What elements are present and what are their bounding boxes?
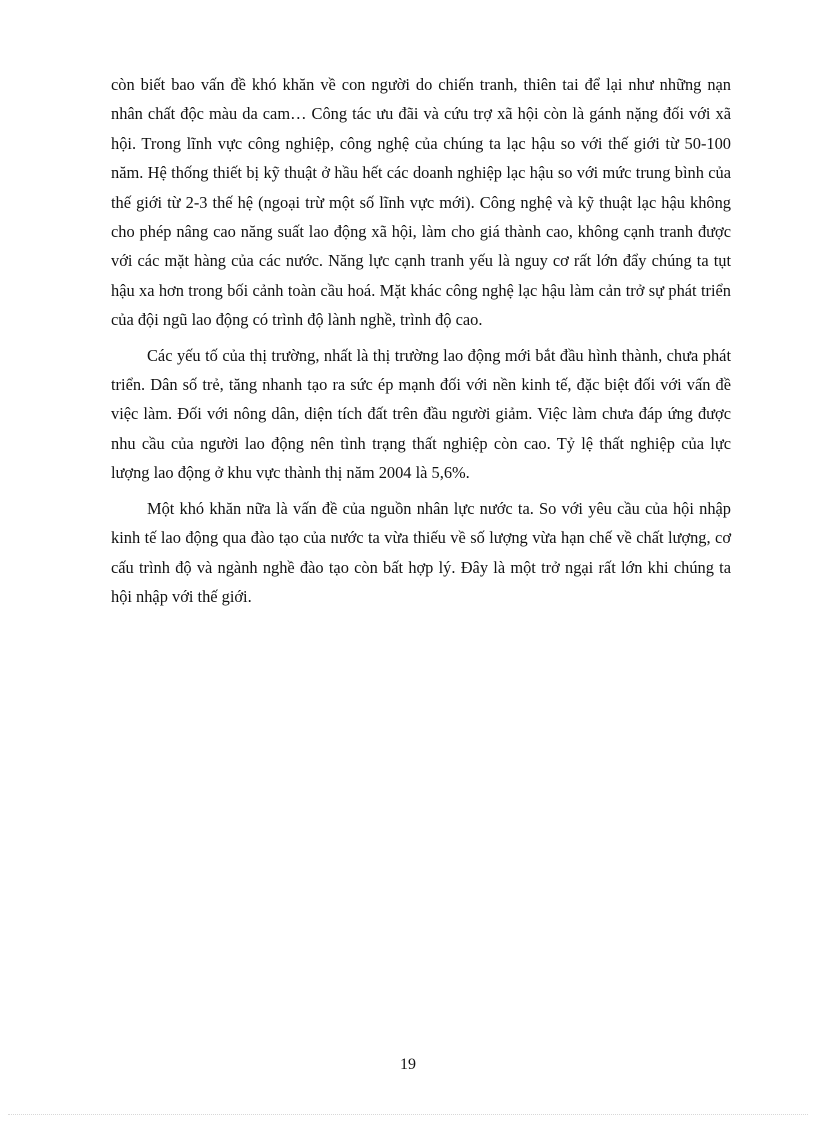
page-number: 19 [400,1056,416,1073]
bottom-divider [8,1114,808,1115]
paragraph-2: Các yếu tố của thị trường, nhất là thị trường lao động mới bắt đầu hình thành, chưa phát triển. Dân số trẻ, tăng nhanh tạo ra sức ép mạnh đối với nền kinh tế, đặc biệt đối với vấn đề việc làm. Đối với nông dân, diện tích đất trên đầu người giảm. Việc làm chưa đáp ứng được nhu cầu của người lao động nên tình trạng thất nghiệp còn cao. Tỷ lệ thất nghiệp của lực lượng lao động ở khu vực thành thị năm 2004 là 5,6%. [111,345,731,483]
paragraph-3: Một khó khăn nữa là vấn đề của nguồn nhân lực nước ta. So với yêu cầu của hội nhập kinh tế lao động qua đào tạo của nước ta vừa thiếu về số lượng vừa hạn chế về chất lượng, cơ cấu trình độ và ngành nghề đào tạo còn bất hợp lý. Đây là một trở ngại rất lớn khi chúng ta hội nhập với thế giới. [111,498,731,606]
body-text [111,70,731,617]
paragraph-1: còn biết bao vấn đề khó khăn về con người do chiến tranh, thiên tai để lại như những nạn nhân chất độc màu da cam… Công tác ưu đãi và cứu trợ xã hội còn là gánh nặng đối với xã hội. Trong lĩnh vực công nghiệp, công nghệ của chúng ta lạc hậu so với thế giới từ 50-100 năm. Hệ thống thiết bị kỹ thuật ở hầu hết các doanh nghiệp lạc hậu so với mức trung bình của thế giới từ 2-3 thế hệ (ngoại trừ một số lĩnh vực mới). Công nghệ và kỹ thuật lạc hậu không cho phép nâng cao năng suất lao động xã hội, làm cho giá thành cao, không cạnh tranh được với các mặt hàng của các nước. Năng lực cạnh tranh yếu là nguy cơ rất lớn đẩy chúng ta tụt hậu xa hơn trong bối cảnh toàn cầu hoá. Mặt khác công nghệ lạc hậu làm cản trở sự phát triển của đội ngũ lao động có trình độ lành nghề, trình độ cao. [111,75,731,330]
